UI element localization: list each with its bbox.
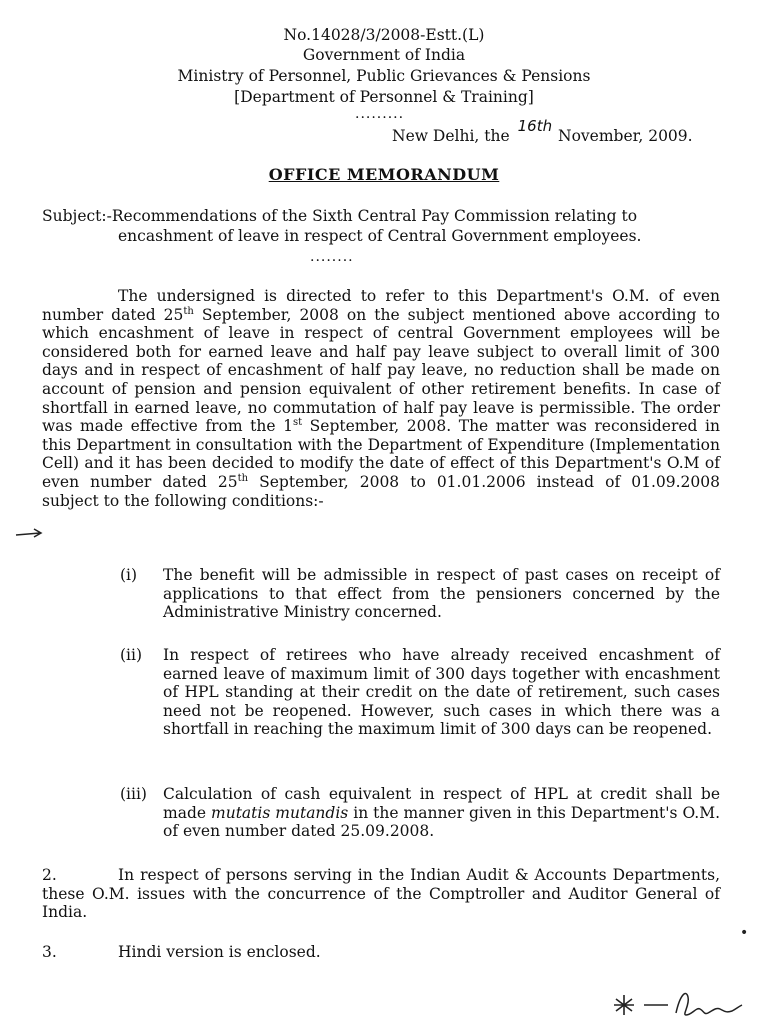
- condition-item: [120, 646, 720, 739]
- ministry-line: Ministry of Personnel, Public Grievances & Pensions: [177, 67, 591, 85]
- condition-text-before: Calculation of cash equivalent in respect of HPL at credit shall be made: [163, 785, 720, 822]
- header-dots: .........: [355, 106, 405, 122]
- paragraph-1-sup-1: th: [183, 305, 194, 317]
- condition-number: (iii): [120, 785, 147, 803]
- paragraph-1-sup-3: th: [237, 472, 249, 484]
- paragraph-2-number: 2.: [42, 866, 57, 884]
- paragraph-1-part-4: September, 2008 to 01.01.2006 instead of 01.09.2008 subject to the following conditions:-: [42, 472, 720, 510]
- handwritten-date: 16th: [517, 117, 553, 135]
- condition-item: [120, 566, 720, 622]
- paragraph-2: [42, 866, 720, 922]
- reference-number: No.14028/3/2008-Estt.(L): [283, 26, 485, 44]
- paragraph-1-part-1: The undersigned is directed to refer to this Department's O.M. of even number dated 25: [42, 287, 720, 324]
- subject-line-2: encashment of leave in respect of Central Government employees.: [118, 227, 642, 245]
- page-title: OFFICE MEMORANDUM: [268, 165, 500, 184]
- paragraph-1-part-3: September, 2008. The matter was reconsidered in this Department in consultation with the Department of Expenditure (Implementation Cell) and it has been decided to modify the date of effect of this Department's O.M of even number dated 25: [42, 417, 720, 491]
- date-prefix: New Delhi, the: [392, 127, 510, 145]
- signature-scribble: [608, 985, 748, 1021]
- condition-number: (i): [120, 566, 138, 584]
- paragraph-2-text: In respect of persons serving in the Indian Audit & Accounts Departments, these O.M. issues with the concurrence of the Comptroller and Auditor General of India.: [42, 866, 720, 922]
- condition-text: In respect of retirees who have already received encashment of earned leave of maximum limit of 300 days together with encashment of HPL standing at their credit on the date of retirement, such cases need not be reopened. However, such cases in which there was a shortfall in reaching the maximum limit of 300 days can be reopened.: [163, 646, 720, 739]
- subject-block: [42, 206, 722, 246]
- condition-number: (ii): [120, 646, 143, 664]
- date-suffix: November, 2009.: [558, 127, 693, 145]
- subject-dots: ........: [310, 249, 354, 265]
- condition-text-italic: mutatis mutandis: [211, 803, 349, 822]
- condition-text: The benefit will be admissible in respect of past cases on receipt of applications to that effect from the pensioners concerned by the Administrative Ministry concerned.: [163, 566, 720, 622]
- paragraph-1: [42, 287, 720, 510]
- date-line: [392, 117, 693, 145]
- arrow-mark-icon: [14, 528, 44, 540]
- paragraph-3-number: 3.: [42, 943, 57, 961]
- department-line: [Department of Personnel & Training]: [234, 88, 534, 106]
- subject-label: Subject:-: [42, 207, 112, 225]
- paragraph-1-sup-2: st: [292, 417, 303, 428]
- paragraph-3-text: Hindi version is enclosed.: [118, 943, 321, 961]
- paragraph-1-part-2: September, 2008 on the subject mentioned above according to which encashment of leave in respect of central Government employees will be considered both for earned leave and half pay leave subject to overall limit of 300 days and in respect of encashment of half pay leave, no reduction shall be made on account of pension and pension equivalent of other retirement benefits. In case of shortfall in earned leave, no commutation of half pay leave is permissible. The order was made effective from the 1: [42, 305, 720, 436]
- subject-line-1: Recommendations of the Sixth Central Pay Commission relating to: [111, 207, 638, 225]
- paragraph-3: [42, 943, 720, 962]
- government-line: Government of India: [302, 46, 466, 64]
- condition-text: [163, 785, 720, 841]
- condition-text-after: in the manner given in this Department's O.M. of even number dated 25.09.2008.: [163, 803, 720, 841]
- condition-item: [120, 785, 720, 841]
- margin-dot-icon: •: [740, 925, 749, 941]
